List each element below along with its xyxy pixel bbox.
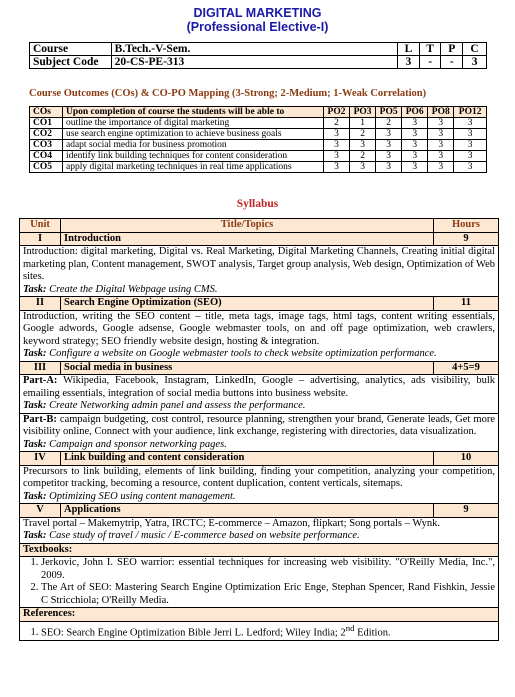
hours-header: Hours bbox=[434, 219, 499, 233]
unit-row: IV Link building and content consideration 10 bbox=[20, 452, 499, 466]
unit-content: Precursors to link building, elements of link building, finding your competition, analyzing your competition, competitor tracking, becoming a resource, content duplication, content verticals, sitemaps. Task: Optimizing SEO using content management. bbox=[20, 465, 499, 504]
unit-header: Unit bbox=[20, 219, 61, 233]
l-header: L bbox=[398, 43, 420, 56]
desc-header: Upon completion of course the students will be able to bbox=[63, 107, 324, 118]
unit-row: III Social media in business 4+5=9 bbox=[20, 361, 499, 375]
unit-content: Part-B: campaign budgeting, cost control, resource planning, strengthen your brand, Generate leads, Get more visibility online, Connect with your audience, link exchange, registering with directories, data visualization. Task: Campaign and sponsor networking pages. bbox=[20, 413, 499, 452]
course-value: B.Tech.-V-Sem. bbox=[111, 43, 397, 56]
po6-header: PO6 bbox=[402, 107, 428, 118]
list-item: 1. Jerkovic, John I. SEO warrior: essential techniques for increasing web visibility. "O'Reilly Media, Inc.", 2009. bbox=[41, 557, 495, 582]
p-value: - bbox=[441, 56, 463, 69]
unit-content: Travel portal – Makemytrip, Yatra, IRCTC; E-commerce – Amazon, flipkart; Song portals – Wynk. Task: Case study of travel / music / E-commerce based on website performance. bbox=[20, 517, 499, 543]
po3-header: PO3 bbox=[350, 107, 376, 118]
po5-header: PO5 bbox=[376, 107, 402, 118]
references-label: References: bbox=[20, 608, 499, 622]
t-header: T bbox=[419, 43, 441, 56]
list-item: 2. The Art of SEO: Mastering Search Engine Optimization Eric Enge, Stephan Spencer, Rand Fishkin, Jessie C Stricchiola; O'Reilly Media. bbox=[41, 582, 495, 607]
textbooks-label: Textbooks: bbox=[20, 543, 499, 557]
po8-header: PO8 bbox=[428, 107, 454, 118]
topics-header: Title/Topics bbox=[61, 219, 434, 233]
co-section-heading: Course Outcomes (COs) & CO-PO Mapping (3-Strong; 2-Medium; 1-Weak Correlation) bbox=[29, 88, 427, 99]
unit-row: I Introduction 9 bbox=[20, 232, 499, 246]
page-subtitle: (Professional Elective-I) bbox=[186, 20, 329, 34]
unit-row: V Applications 9 bbox=[20, 504, 499, 518]
co-po-table bbox=[29, 106, 487, 173]
table-row: CO4 identify link building techniques for content consideration 3 2 3 3 3 3 bbox=[30, 151, 487, 162]
c-header: C bbox=[463, 43, 487, 56]
code-label: Subject Code bbox=[30, 56, 112, 69]
list-item: 1. SEO: Search Engine Optimization Bible Jerri L. Ledford; Wiley India; 2nd Edition. bbox=[41, 622, 495, 640]
table-row: CO1 outline the importance of digital marketing 2 1 2 3 3 3 bbox=[30, 118, 487, 129]
p-header: P bbox=[441, 43, 463, 56]
course-label: Course bbox=[30, 43, 112, 56]
po12-header: PO12 bbox=[454, 107, 487, 118]
unit-row: II Search Engine Optimization (SEO) 11 bbox=[20, 297, 499, 311]
table-row: CO2 use search engine optimization to achieve business goals 3 2 3 3 3 3 bbox=[30, 129, 487, 140]
references-list bbox=[20, 621, 499, 640]
course-info-table bbox=[29, 42, 487, 69]
textbooks-list bbox=[20, 557, 499, 608]
c-value: 3 bbox=[463, 56, 487, 69]
unit-content: Introduction: digital marketing, Digital vs. Real Marketing, Digital Marketing Channels, Creating initial digital marketing plan, Content management, SWOT analysis, Target group analysis, Web design, Optimization of Web sites. Task: Create the Digital Webpage using CMS. bbox=[20, 246, 499, 297]
t-value: - bbox=[419, 56, 441, 69]
table-row: CO5 apply digital marketing techniques in real time applications 3 3 3 3 3 3 bbox=[30, 162, 487, 173]
unit-content: Part-A: Wikipedia, Facebook, Instagram, LinkedIn, Google – advertising, analytics, ads visibility, bulk emailing essentials, integration of social media buttons into business website. Task: Create Networking admin panel and assess the performance. bbox=[20, 375, 499, 414]
table-row: CO3 adapt social media for business promotion 3 3 3 3 3 3 bbox=[30, 140, 487, 151]
syllabus-table bbox=[19, 218, 499, 641]
po2-header: PO2 bbox=[324, 107, 350, 118]
unit-content: Introduction, writing the SEO content – title, meta tags, image tags, html tags, content writing essentials, Google adwords, Google adsense, Google webmaster tools, on and off page optimization, web crawlers, keyword strategy; SEO friendly website design, hosting & integration. Task: Configure a website on Google webmaster tools to check website optimization performance. bbox=[20, 310, 499, 361]
page-title: DIGITAL MARKETING bbox=[193, 6, 322, 20]
co-header: COs bbox=[30, 107, 63, 118]
code-value: 20-CS-PE-313 bbox=[111, 56, 397, 69]
syllabus-title: Syllabus bbox=[236, 198, 279, 210]
l-value: 3 bbox=[398, 56, 420, 69]
